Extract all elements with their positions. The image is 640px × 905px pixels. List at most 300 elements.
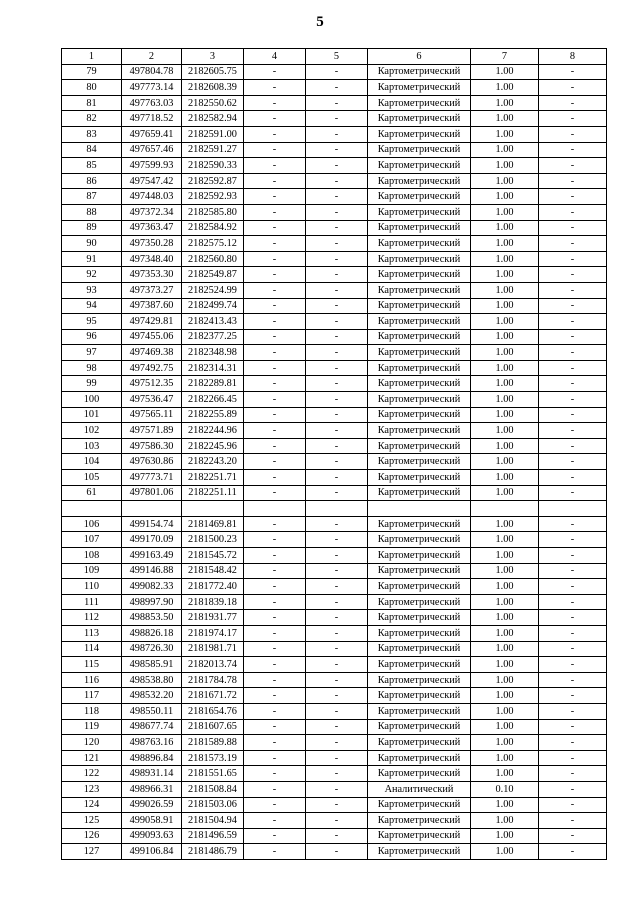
y-coordinate-cell: 2182255.89	[182, 407, 244, 423]
method-cell: Картометрический	[368, 298, 471, 314]
method-cell: Картометрический	[368, 423, 471, 439]
y-coordinate-cell: 2182585.80	[182, 204, 244, 220]
x-coordinate-cell: 497773.71	[122, 470, 182, 486]
table-row	[62, 563, 607, 579]
method-cell: Картометрический	[368, 594, 471, 610]
table-row	[62, 594, 607, 610]
y-coordinate-cell: 2182550.62	[182, 95, 244, 111]
accuracy-cell: 1.00	[471, 236, 539, 252]
col-8-cell: -	[539, 563, 607, 579]
accuracy-cell: 1.00	[471, 610, 539, 626]
point-number-cell: 99	[62, 376, 122, 392]
col-4-cell: -	[244, 236, 306, 252]
point-number-cell: 124	[62, 797, 122, 813]
col-5-cell: -	[306, 251, 368, 267]
point-number-cell: 88	[62, 204, 122, 220]
method-cell: Картометрический	[368, 173, 471, 189]
x-coordinate-cell: 498726.30	[122, 641, 182, 657]
col-8-cell: -	[539, 376, 607, 392]
accuracy-cell: 1.00	[471, 735, 539, 751]
col-5-cell: -	[306, 329, 368, 345]
point-number-cell: 123	[62, 781, 122, 797]
col-8-cell: -	[539, 423, 607, 439]
point-number-cell: 110	[62, 579, 122, 595]
col-5-cell: -	[306, 111, 368, 127]
point-number-cell: 84	[62, 142, 122, 158]
table-row	[62, 220, 607, 236]
col-8-cell: -	[539, 516, 607, 532]
col-5-cell: -	[306, 158, 368, 174]
y-coordinate-cell: 2182560.80	[182, 251, 244, 267]
accuracy-cell: 1.00	[471, 126, 539, 142]
col-4-cell: -	[244, 189, 306, 205]
table-row	[62, 407, 607, 423]
method-cell: Картометрический	[368, 797, 471, 813]
point-number-cell: 98	[62, 360, 122, 376]
table-row	[62, 111, 607, 127]
point-number-cell: 95	[62, 314, 122, 330]
col-4-cell: -	[244, 251, 306, 267]
col-4-cell: -	[244, 594, 306, 610]
accuracy-cell: 1.00	[471, 516, 539, 532]
point-number-cell: 104	[62, 454, 122, 470]
header-cell: 5	[306, 49, 368, 65]
method-cell: Аналитический	[368, 781, 471, 797]
x-coordinate-cell: 498997.90	[122, 594, 182, 610]
x-coordinate-cell: 499093.63	[122, 828, 182, 844]
col-8-cell: -	[539, 844, 607, 860]
method-cell: Картометрический	[368, 345, 471, 361]
method-cell: Картометрический	[368, 532, 471, 548]
point-number-cell: 115	[62, 657, 122, 673]
x-coordinate-cell: 497565.11	[122, 407, 182, 423]
table-row	[62, 828, 607, 844]
col-8-cell: -	[539, 532, 607, 548]
x-coordinate-cell: 497659.41	[122, 126, 182, 142]
col-4-cell: -	[244, 750, 306, 766]
col-8-cell: -	[539, 719, 607, 735]
table-row	[62, 797, 607, 813]
col-5-cell: -	[306, 797, 368, 813]
x-coordinate-cell: 497718.52	[122, 111, 182, 127]
col-4-cell: -	[244, 173, 306, 189]
table-row	[62, 641, 607, 657]
y-coordinate-cell: 2181981.71	[182, 641, 244, 657]
method-cell: Картометрический	[368, 844, 471, 860]
header-cell: 6	[368, 49, 471, 65]
point-number-cell: 122	[62, 766, 122, 782]
x-coordinate-cell: 498826.18	[122, 625, 182, 641]
col-8-cell: -	[539, 688, 607, 704]
col-8-cell: -	[539, 142, 607, 158]
point-number-cell: 102	[62, 423, 122, 439]
table-row	[62, 719, 607, 735]
point-number-cell: 82	[62, 111, 122, 127]
col-8-cell: -	[539, 625, 607, 641]
accuracy-cell: 1.00	[471, 813, 539, 829]
col-4-cell: -	[244, 314, 306, 330]
point-number-cell: 87	[62, 189, 122, 205]
accuracy-cell: 1.00	[471, 282, 539, 298]
col-4-cell: -	[244, 438, 306, 454]
point-number-cell: 100	[62, 392, 122, 408]
method-cell: Картометрический	[368, 80, 471, 96]
x-coordinate-cell: 499146.88	[122, 563, 182, 579]
y-coordinate-cell: 2182413.43	[182, 314, 244, 330]
col-8-cell: -	[539, 828, 607, 844]
header-cell: 3	[182, 49, 244, 65]
x-coordinate-cell: 497387.60	[122, 298, 182, 314]
y-coordinate-cell: 2181931.77	[182, 610, 244, 626]
table-row	[62, 438, 607, 454]
col-8-cell: -	[539, 438, 607, 454]
col-8-cell: -	[539, 64, 607, 80]
col-4-cell: -	[244, 813, 306, 829]
table-row	[62, 625, 607, 641]
table-row	[62, 298, 607, 314]
x-coordinate-cell: 497630.86	[122, 454, 182, 470]
y-coordinate-cell: 2182592.87	[182, 173, 244, 189]
y-coordinate-cell: 2182575.12	[182, 236, 244, 252]
method-cell: Картометрический	[368, 735, 471, 751]
col-8-cell: -	[539, 126, 607, 142]
accuracy-cell: 1.00	[471, 158, 539, 174]
y-coordinate-cell: 2182524.99	[182, 282, 244, 298]
accuracy-cell: 1.00	[471, 95, 539, 111]
col-4-cell: -	[244, 64, 306, 80]
x-coordinate-cell: 497492.75	[122, 360, 182, 376]
y-coordinate-cell: 2181573.19	[182, 750, 244, 766]
x-coordinate-cell: 497773.14	[122, 80, 182, 96]
col-4-cell: -	[244, 142, 306, 158]
col-8-cell: -	[539, 750, 607, 766]
col-4-cell: -	[244, 345, 306, 361]
method-cell: Картометрический	[368, 220, 471, 236]
x-coordinate-cell: 497804.78	[122, 64, 182, 80]
col-4-cell: -	[244, 672, 306, 688]
col-5-cell: -	[306, 485, 368, 501]
point-number-cell: 80	[62, 80, 122, 96]
table-row	[62, 329, 607, 345]
col-4-cell: -	[244, 641, 306, 657]
col-4-cell: -	[244, 719, 306, 735]
method-cell: Картометрический	[368, 688, 471, 704]
method-cell: Картометрический	[368, 236, 471, 252]
col-5-cell: -	[306, 454, 368, 470]
x-coordinate-cell: 497372.34	[122, 204, 182, 220]
col-5-cell: -	[306, 781, 368, 797]
col-5-cell: -	[306, 392, 368, 408]
col-8-cell: -	[539, 189, 607, 205]
y-coordinate-cell: 2181654.76	[182, 703, 244, 719]
y-coordinate-cell: 2181607.65	[182, 719, 244, 735]
x-coordinate-cell: 498853.50	[122, 610, 182, 626]
col-8-cell: -	[539, 657, 607, 673]
y-coordinate-cell: 2182590.33	[182, 158, 244, 174]
accuracy-cell: 1.00	[471, 111, 539, 127]
col-5-cell: -	[306, 828, 368, 844]
col-8-cell: -	[539, 454, 607, 470]
col-4-cell: -	[244, 563, 306, 579]
method-cell: Картометрический	[368, 267, 471, 283]
point-number-cell: 121	[62, 750, 122, 766]
col-5-cell: -	[306, 142, 368, 158]
table-row	[62, 579, 607, 595]
y-coordinate-cell: 2182348.98	[182, 345, 244, 361]
y-coordinate-cell: 2182591.00	[182, 126, 244, 142]
col-5-cell: -	[306, 267, 368, 283]
y-coordinate-cell: 2181974.17	[182, 625, 244, 641]
col-5-cell: -	[306, 735, 368, 751]
col-5-cell: -	[306, 610, 368, 626]
point-number-cell: 79	[62, 64, 122, 80]
y-coordinate-cell: 2182314.31	[182, 360, 244, 376]
table-row	[62, 173, 607, 189]
accuracy-cell: 1.00	[471, 594, 539, 610]
point-number-cell: 97	[62, 345, 122, 361]
col-5-cell: -	[306, 548, 368, 564]
col-4-cell: -	[244, 204, 306, 220]
table-row	[62, 703, 607, 719]
method-cell: Картометрический	[368, 703, 471, 719]
y-coordinate-cell: 2182013.74	[182, 657, 244, 673]
col-8-cell: -	[539, 610, 607, 626]
col-8-cell: -	[539, 735, 607, 751]
accuracy-cell: 1.00	[471, 64, 539, 80]
point-number-cell: 119	[62, 719, 122, 735]
col-8-cell: -	[539, 766, 607, 782]
accuracy-cell: 1.00	[471, 142, 539, 158]
x-coordinate-cell: 497455.06	[122, 329, 182, 345]
y-coordinate-cell: 2182499.74	[182, 298, 244, 314]
y-coordinate-cell: 2181551.65	[182, 766, 244, 782]
point-number-cell: 83	[62, 126, 122, 142]
col-8-cell: -	[539, 703, 607, 719]
table-row	[62, 610, 607, 626]
empty-cell	[122, 501, 182, 517]
accuracy-cell: 1.00	[471, 329, 539, 345]
col-4-cell: -	[244, 423, 306, 439]
x-coordinate-cell: 499170.09	[122, 532, 182, 548]
y-coordinate-cell: 2181548.42	[182, 563, 244, 579]
col-8-cell: -	[539, 329, 607, 345]
empty-cell	[182, 501, 244, 517]
accuracy-cell: 1.00	[471, 750, 539, 766]
accuracy-cell: 1.00	[471, 267, 539, 283]
point-number-cell: 126	[62, 828, 122, 844]
table-row	[62, 142, 607, 158]
x-coordinate-cell: 498931.14	[122, 766, 182, 782]
y-coordinate-cell: 2182266.45	[182, 392, 244, 408]
x-coordinate-cell: 497763.03	[122, 95, 182, 111]
col-5-cell: -	[306, 64, 368, 80]
col-4-cell: -	[244, 111, 306, 127]
col-8-cell: -	[539, 672, 607, 688]
method-cell: Картометрический	[368, 657, 471, 673]
col-4-cell: -	[244, 407, 306, 423]
table-row	[62, 485, 607, 501]
col-4-cell: -	[244, 267, 306, 283]
point-number-cell: 120	[62, 735, 122, 751]
col-5-cell: -	[306, 345, 368, 361]
col-5-cell: -	[306, 688, 368, 704]
col-4-cell: -	[244, 329, 306, 345]
header-cell: 8	[539, 49, 607, 65]
table-row	[62, 470, 607, 486]
col-4-cell: -	[244, 844, 306, 860]
col-5-cell: -	[306, 407, 368, 423]
col-8-cell: -	[539, 111, 607, 127]
method-cell: Картометрический	[368, 516, 471, 532]
accuracy-cell: 1.00	[471, 797, 539, 813]
method-cell: Картометрический	[368, 766, 471, 782]
point-number-cell: 106	[62, 516, 122, 532]
accuracy-cell: 1.00	[471, 657, 539, 673]
col-8-cell: -	[539, 485, 607, 501]
table-row	[62, 688, 607, 704]
method-cell: Картометрический	[368, 329, 471, 345]
x-coordinate-cell: 497512.35	[122, 376, 182, 392]
point-number-cell: 109	[62, 563, 122, 579]
method-cell: Картометрический	[368, 282, 471, 298]
x-coordinate-cell: 498896.84	[122, 750, 182, 766]
y-coordinate-cell: 2181545.72	[182, 548, 244, 564]
col-5-cell: -	[306, 189, 368, 205]
accuracy-cell: 1.00	[471, 423, 539, 439]
method-cell: Картометрический	[368, 158, 471, 174]
table-row	[62, 345, 607, 361]
accuracy-cell: 1.00	[471, 532, 539, 548]
accuracy-cell: 1.00	[471, 376, 539, 392]
x-coordinate-cell: 497348.40	[122, 251, 182, 267]
table-row	[62, 314, 607, 330]
method-cell: Картометрический	[368, 719, 471, 735]
table-row	[62, 376, 607, 392]
col-4-cell: -	[244, 688, 306, 704]
col-8-cell: -	[539, 813, 607, 829]
col-8-cell: -	[539, 594, 607, 610]
table-row	[62, 236, 607, 252]
accuracy-cell: 1.00	[471, 454, 539, 470]
y-coordinate-cell: 2182582.94	[182, 111, 244, 127]
y-coordinate-cell: 2182591.27	[182, 142, 244, 158]
method-cell: Картометрический	[368, 485, 471, 501]
table-row	[62, 267, 607, 283]
method-cell: Картометрический	[368, 142, 471, 158]
x-coordinate-cell: 497547.42	[122, 173, 182, 189]
y-coordinate-cell: 2182549.87	[182, 267, 244, 283]
header-cell: 4	[244, 49, 306, 65]
table-row	[62, 766, 607, 782]
empty-cell	[306, 501, 368, 517]
empty-cell	[368, 501, 471, 517]
col-8-cell: -	[539, 345, 607, 361]
x-coordinate-cell: 497571.89	[122, 423, 182, 439]
table-row	[62, 750, 607, 766]
col-4-cell: -	[244, 485, 306, 501]
accuracy-cell: 1.00	[471, 688, 539, 704]
col-8-cell: -	[539, 251, 607, 267]
col-4-cell: -	[244, 158, 306, 174]
method-cell: Картометрический	[368, 251, 471, 267]
point-number-cell: 90	[62, 236, 122, 252]
col-5-cell: -	[306, 750, 368, 766]
empty-cell	[62, 501, 122, 517]
point-number-cell: 117	[62, 688, 122, 704]
page-number: 5	[316, 14, 324, 30]
y-coordinate-cell: 2182245.96	[182, 438, 244, 454]
point-number-cell: 118	[62, 703, 122, 719]
y-coordinate-cell: 2181671.72	[182, 688, 244, 704]
method-cell: Картометрический	[368, 314, 471, 330]
col-4-cell: -	[244, 392, 306, 408]
x-coordinate-cell: 498763.16	[122, 735, 182, 751]
x-coordinate-cell: 499026.59	[122, 797, 182, 813]
point-number-cell: 86	[62, 173, 122, 189]
table-row	[62, 204, 607, 220]
x-coordinate-cell: 499082.33	[122, 579, 182, 595]
y-coordinate-cell: 2181503.06	[182, 797, 244, 813]
accuracy-cell: 1.00	[471, 220, 539, 236]
x-coordinate-cell: 497536.47	[122, 392, 182, 408]
x-coordinate-cell: 498532.20	[122, 688, 182, 704]
method-cell: Картометрический	[368, 376, 471, 392]
accuracy-cell: 1.00	[471, 251, 539, 267]
point-number-cell: 103	[62, 438, 122, 454]
y-coordinate-cell: 2181486.79	[182, 844, 244, 860]
x-coordinate-cell: 497429.81	[122, 314, 182, 330]
table-row	[62, 672, 607, 688]
point-number-cell: 96	[62, 329, 122, 345]
method-cell: Картометрический	[368, 750, 471, 766]
table-row	[62, 532, 607, 548]
point-number-cell: 85	[62, 158, 122, 174]
y-coordinate-cell: 2181496.59	[182, 828, 244, 844]
table-row	[62, 282, 607, 298]
col-5-cell: -	[306, 719, 368, 735]
table-row	[62, 251, 607, 267]
col-8-cell: -	[539, 407, 607, 423]
x-coordinate-cell: 499058.91	[122, 813, 182, 829]
col-4-cell: -	[244, 282, 306, 298]
y-coordinate-cell: 2182289.81	[182, 376, 244, 392]
col-8-cell: -	[539, 204, 607, 220]
col-4-cell: -	[244, 548, 306, 564]
empty-cell	[539, 501, 607, 517]
point-number-cell: 107	[62, 532, 122, 548]
col-4-cell: -	[244, 766, 306, 782]
accuracy-cell: 1.00	[471, 173, 539, 189]
col-4-cell: -	[244, 532, 306, 548]
table-row	[62, 64, 607, 80]
table-row	[62, 95, 607, 111]
point-number-cell: 91	[62, 251, 122, 267]
col-4-cell: -	[244, 797, 306, 813]
point-number-cell: 105	[62, 470, 122, 486]
empty-cell	[471, 501, 539, 517]
col-5-cell: -	[306, 672, 368, 688]
method-cell: Картометрический	[368, 111, 471, 127]
accuracy-cell: 1.00	[471, 844, 539, 860]
col-4-cell: -	[244, 126, 306, 142]
y-coordinate-cell: 2181589.88	[182, 735, 244, 751]
method-cell: Картометрический	[368, 641, 471, 657]
method-cell: Картометрический	[368, 579, 471, 595]
table-row	[62, 126, 607, 142]
method-cell: Картометрический	[368, 828, 471, 844]
accuracy-cell: 1.00	[471, 80, 539, 96]
table-row	[62, 657, 607, 673]
